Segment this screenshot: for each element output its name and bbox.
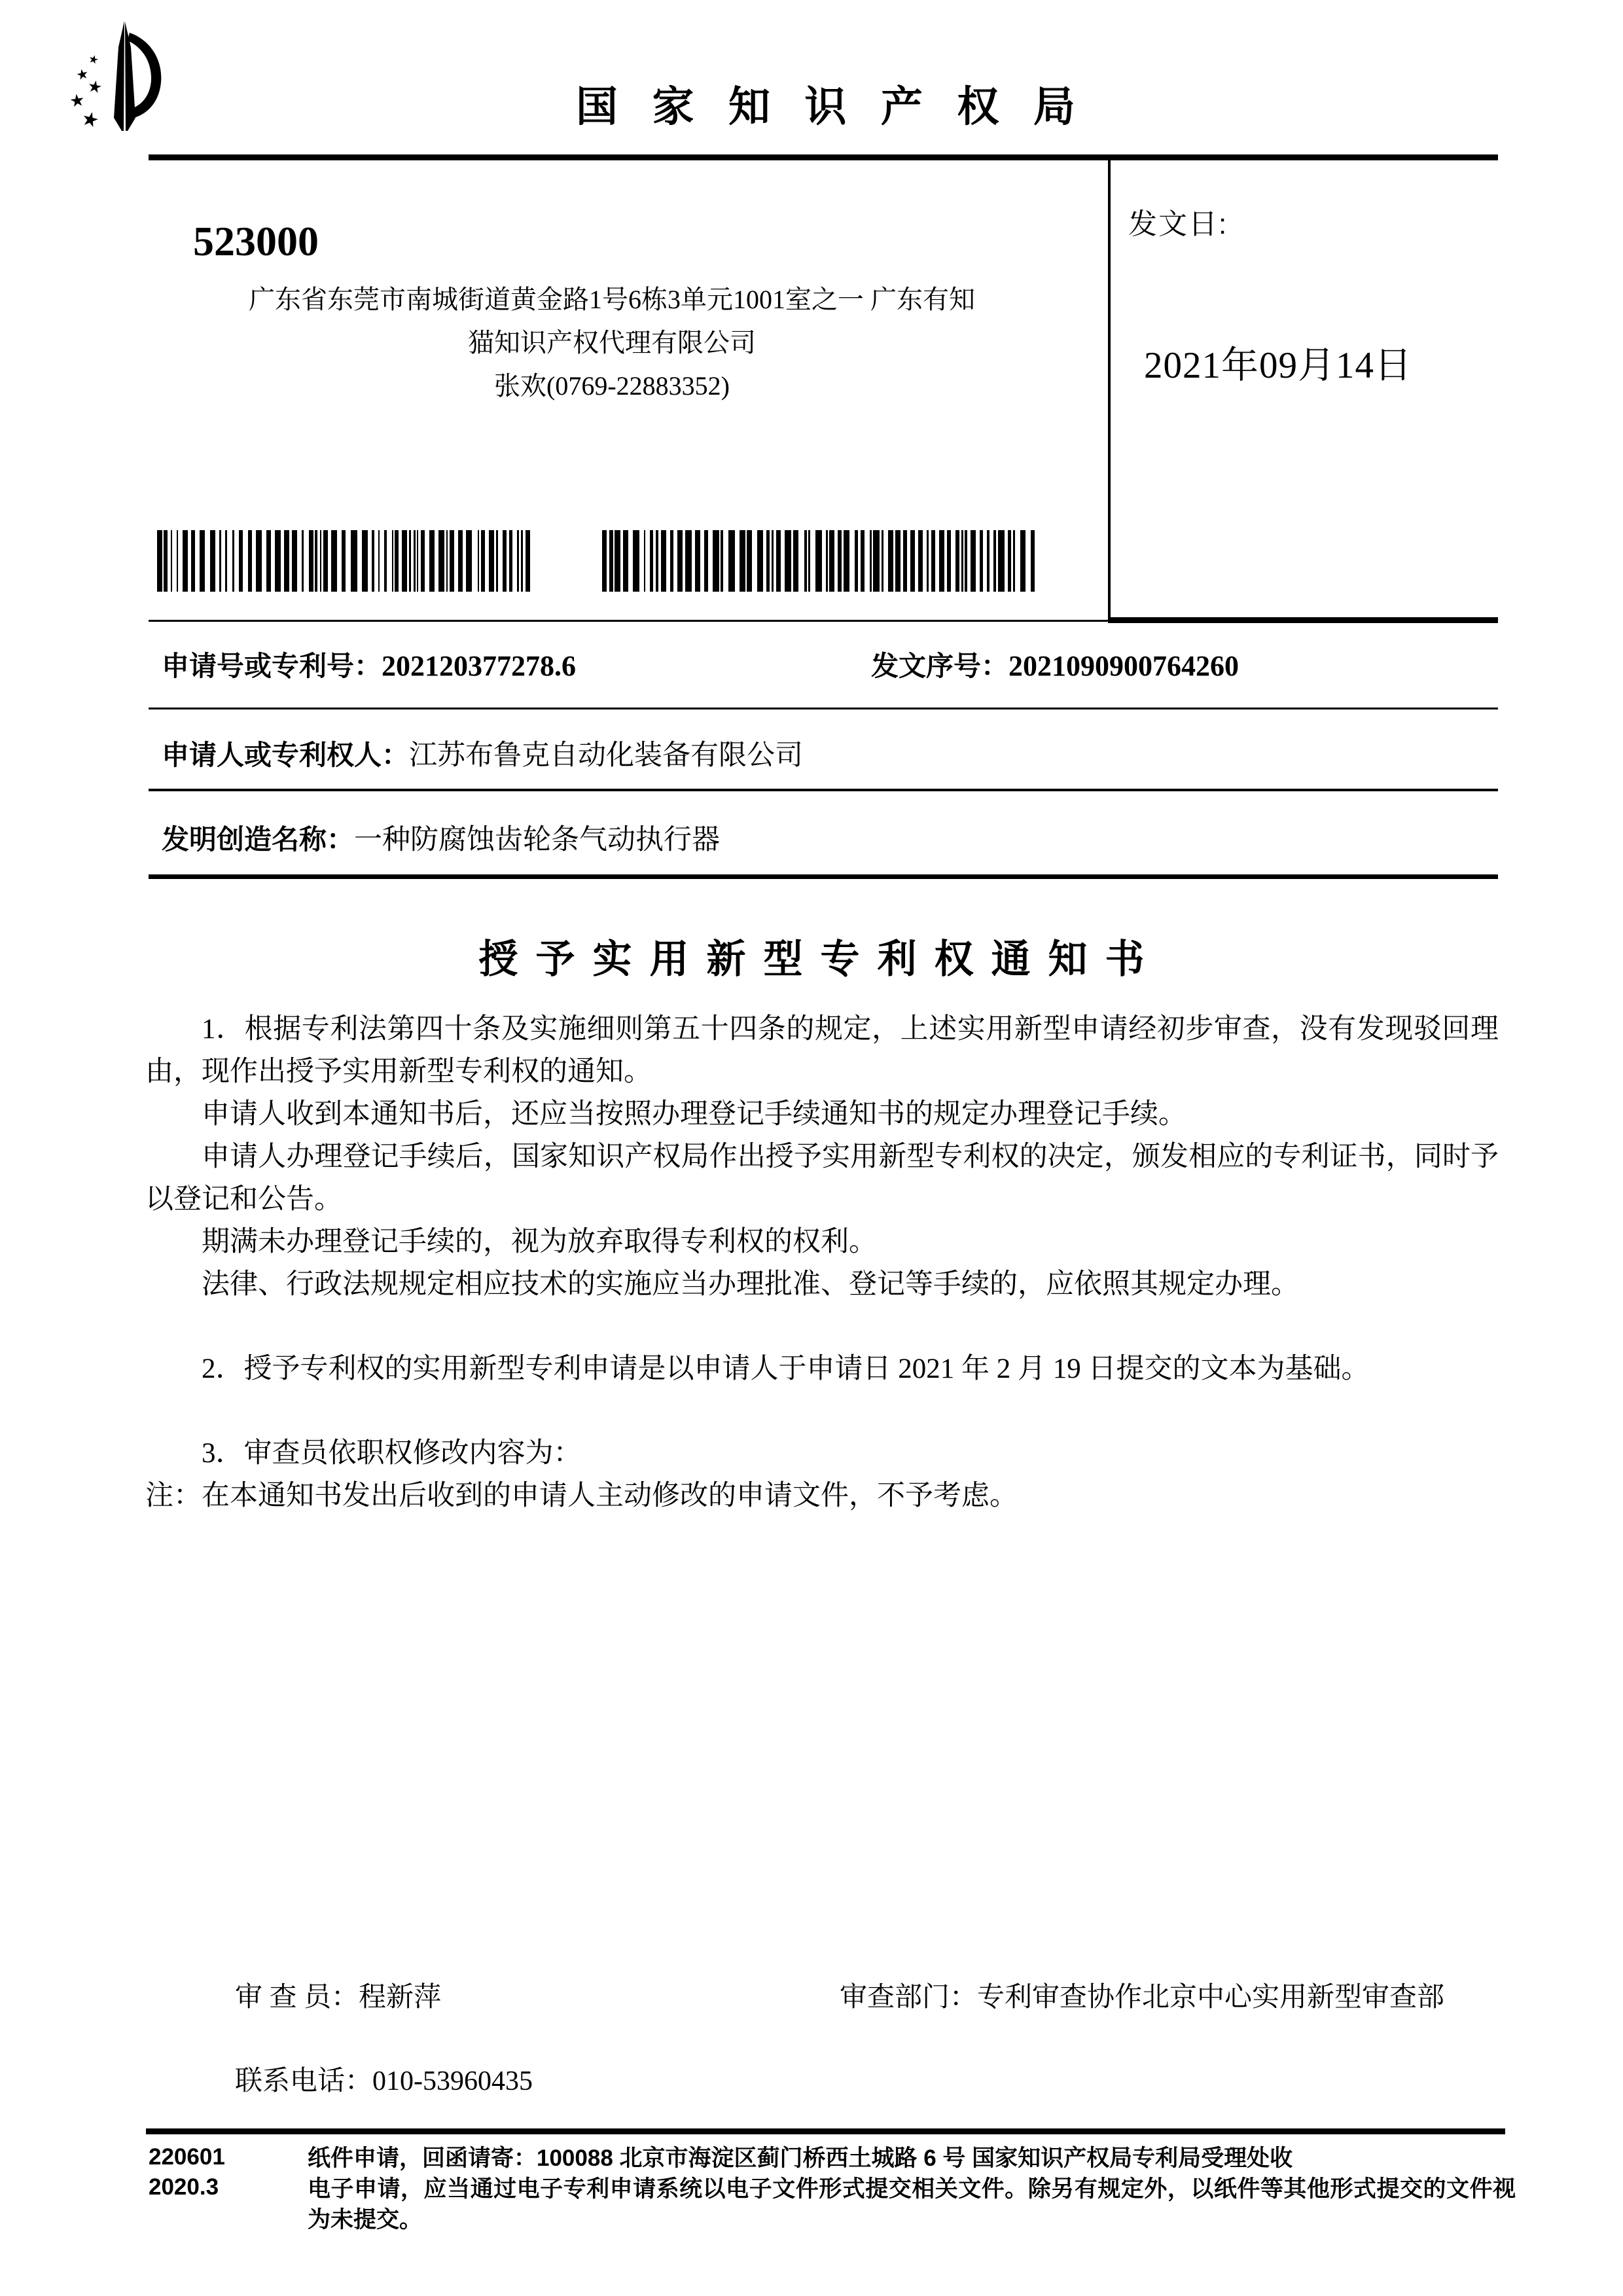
department-label: 审查部门： [840,1982,978,2013]
invention-title-row [162,817,720,857]
body-paragraph: 2．授予专利权的实用新型专利申请是以申请人于申请日 2021 年 2 月 19 日提交的文本为基础。 [202,1354,1370,1384]
footer-rule [146,2128,1505,2134]
recipient-address-line2: 猫知识产权代理有限公司 [468,328,756,357]
footer-form-code: 220601 [149,2144,225,2170]
department-name: 专利审查协作北京中心实用新型审查部 [977,1982,1445,2013]
row-divider-1 [149,708,1498,709]
recipient-address-line1: 广东省东莞市南城街道黄金路1号6栋3单元1001室之一 广东有知 [249,285,975,314]
footer-instructions [308,2143,1516,2235]
body-paragraph-note: 注：在本通知书发出后收到的申请人主动修改的申请文件，不予考虑。 [145,1480,1018,1511]
footer-form-version: 2020.3 [149,2174,219,2200]
examiner-name: 程新萍 [359,1982,442,2013]
serial-number-row [871,645,1239,684]
notice-body [145,1008,1499,1517]
barcode-left [157,530,530,592]
examiner-label: 审 查 员： [235,1982,359,2013]
phone-label: 联系电话： [235,2066,373,2096]
phone-row [235,2059,533,2098]
footer-electronic-line: 电子申请，应当通过电子专利申请系统以电子文件形式提交相关文件。除另有规定外，以纸件等其他形式提交的文件视为未提交。 [308,2176,1516,2233]
recipient-contact: 张欢(0769-22883352) [494,371,730,401]
applicant-value: 江苏布鲁克自动化装备有限公司 [409,740,804,771]
serial-number-label: 发文序号： [871,651,1009,681]
issue-date-label: 发文日: [1128,208,1228,240]
barcode-right [602,530,1043,592]
issue-date-value: 2021年09月14日 [1144,345,1412,386]
invention-title-label: 发明创造名称： [162,824,355,855]
cnipa-logo-icon [56,18,183,139]
org-title: 国家知识产权局 [576,83,1110,130]
body-paragraph: 申请人办理登记手续后，国家知识产权局作出授予实用新型专利权的决定，颁发相应的专利证书，同时予以登记和公告。 [145,1141,1499,1215]
row-divider-3 [149,874,1498,879]
header-box-bottom-left-rule [149,620,1109,622]
application-number-row [162,645,576,684]
header-box-divider [1108,160,1111,622]
application-number-label: 申请号或专利号： [162,651,382,681]
header-box-bottom-right-rule [1108,617,1498,623]
logo-stars [70,54,102,128]
notice-title: 授予实用新型专利权通知书 [478,937,1162,981]
applicant-row [162,733,803,773]
department-row [840,1975,1444,2015]
body-paragraph: 法律、行政法规规定相应技术的实施应当办理批准、登记等手续的，应依照其规定办理。 [202,1269,1299,1300]
recipient-address-block [154,278,1070,408]
applicant-label: 申请人或专利权人： [162,740,410,770]
examiner-row [235,1975,441,2015]
application-number-value: 202120377278.6 [382,650,577,682]
row-divider-2 [149,789,1498,791]
header-top-rule [149,154,1498,160]
body-paragraph: 3．审查员依职权修改内容为： [202,1438,582,1469]
body-paragraph: 期满未办理登记手续的，视为放弃取得专利权的权利。 [202,1227,877,1257]
serial-number-value: 2021090900764260 [1008,650,1240,682]
footer-paper-line: 纸件申请，回函请寄：100088 北京市海淀区蓟门桥西土城路 6 号 国家知识产权局专利局受理处收 [308,2145,1293,2171]
body-paragraph: 1．根据专利法第四十条及实施细则第五十四条的规定，上述实用新型申请经初步审查，没有发现驳回理由，现作出授予实用新型专利权的通知。 [145,1014,1499,1087]
body-paragraph: 申请人收到本通知书后，还应当按照办理登记手续通知书的规定办理登记手续。 [202,1099,1186,1130]
phone-number: 010-53960435 [372,2066,533,2096]
invention-title-value: 一种防腐蚀齿轮条气动执行器 [354,825,721,855]
recipient-postal-code: 523000 [193,218,319,264]
